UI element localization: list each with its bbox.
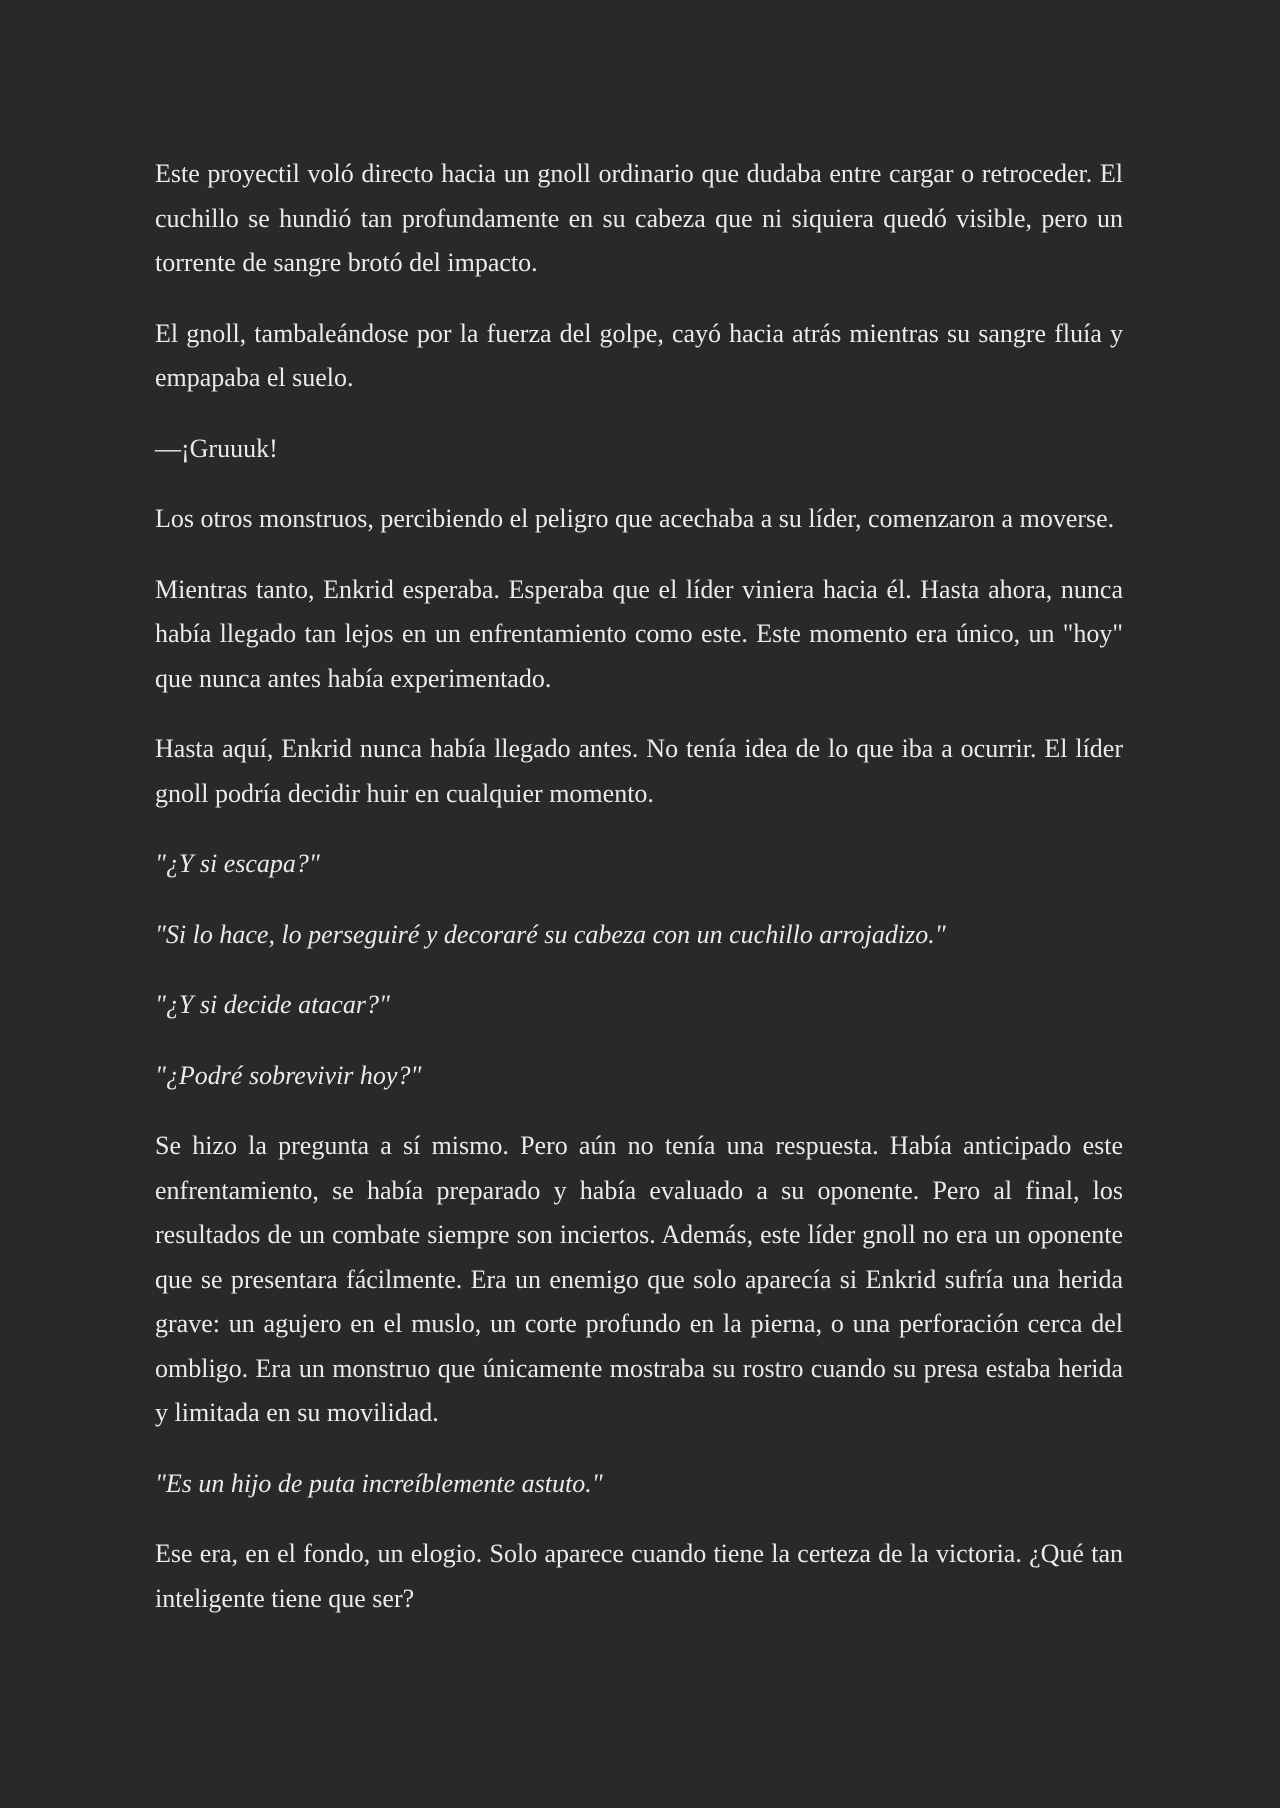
inner-thought: "Es un hijo de puta increíblemente astuto.": [155, 1468, 603, 1498]
paragraph: Este proyectil voló directo hacia un gnoll ordinario que dudaba entre cargar o retroceder. El cuchillo se hundió tan profundamente en su cabeza que ni siquiera quedó visible, pero un torrente de sangre brotó del impacto.: [155, 159, 1123, 277]
paragraph: El gnoll, tambaleándose por la fuerza del golpe, cayó hacia atrás mientras su sangre fluía y empapaba el suelo.: [155, 318, 1123, 392]
paragraph: Ese era, en el fondo, un elogio. Solo aparece cuando tiene la certeza de la victoria. ¿Qué tan inteligente tiene que ser?: [155, 1539, 1123, 1613]
inner-thought: "¿Y si escapa?": [155, 849, 320, 878]
inner-thought: "¿Podré sobrevivir hoy?": [155, 1060, 422, 1090]
dialogue-line: —¡Gruuuk!: [155, 433, 278, 463]
inner-thought: "Si lo hace, lo perseguiré y decoraré su cabeza con un cuchillo arrojadizo.": [155, 919, 946, 949]
paragraph: Los otros monstruos, percibiendo el peligro que acechaba a su líder, comenzaron a moverse.: [155, 504, 1115, 533]
inner-thought: "¿Y si decide atacar?": [155, 990, 390, 1019]
paragraph: Mientras tanto, Enkrid esperaba. Esperaba que el líder viniera hacia él. Hasta ahora, nunca había llegado tan lejos en un enfrentamiento como este. Este momento era único, un "hoy" que nunca antes había experimentado.: [155, 574, 1123, 693]
paragraph: Se hizo la pregunta a sí mismo. Pero aún no tenía una respuesta. Había anticipado este enfrentamiento, se había preparado y había evaluado a su oponente. Pero al final, los resultados de un combate siempre son inciertos. Además, este líder gnoll no era un oponente que se presentara fácilmente. Era un enemigo que solo aparecía si Enkrid sufría una herida grave: un agujero en el muslo, un corte profundo en la pierna, o una perforación cerca del ombligo. Era un monstruo que únicamente mostraba su rostro cuando su presa estaba herida y limitada en su movilidad.: [155, 1131, 1123, 1427]
paragraph: Hasta aquí, Enkrid nunca había llegado antes. No tenía idea de lo que iba a ocurrir. El líder gnoll podría decidir huir en cualquier momento.: [155, 734, 1123, 808]
